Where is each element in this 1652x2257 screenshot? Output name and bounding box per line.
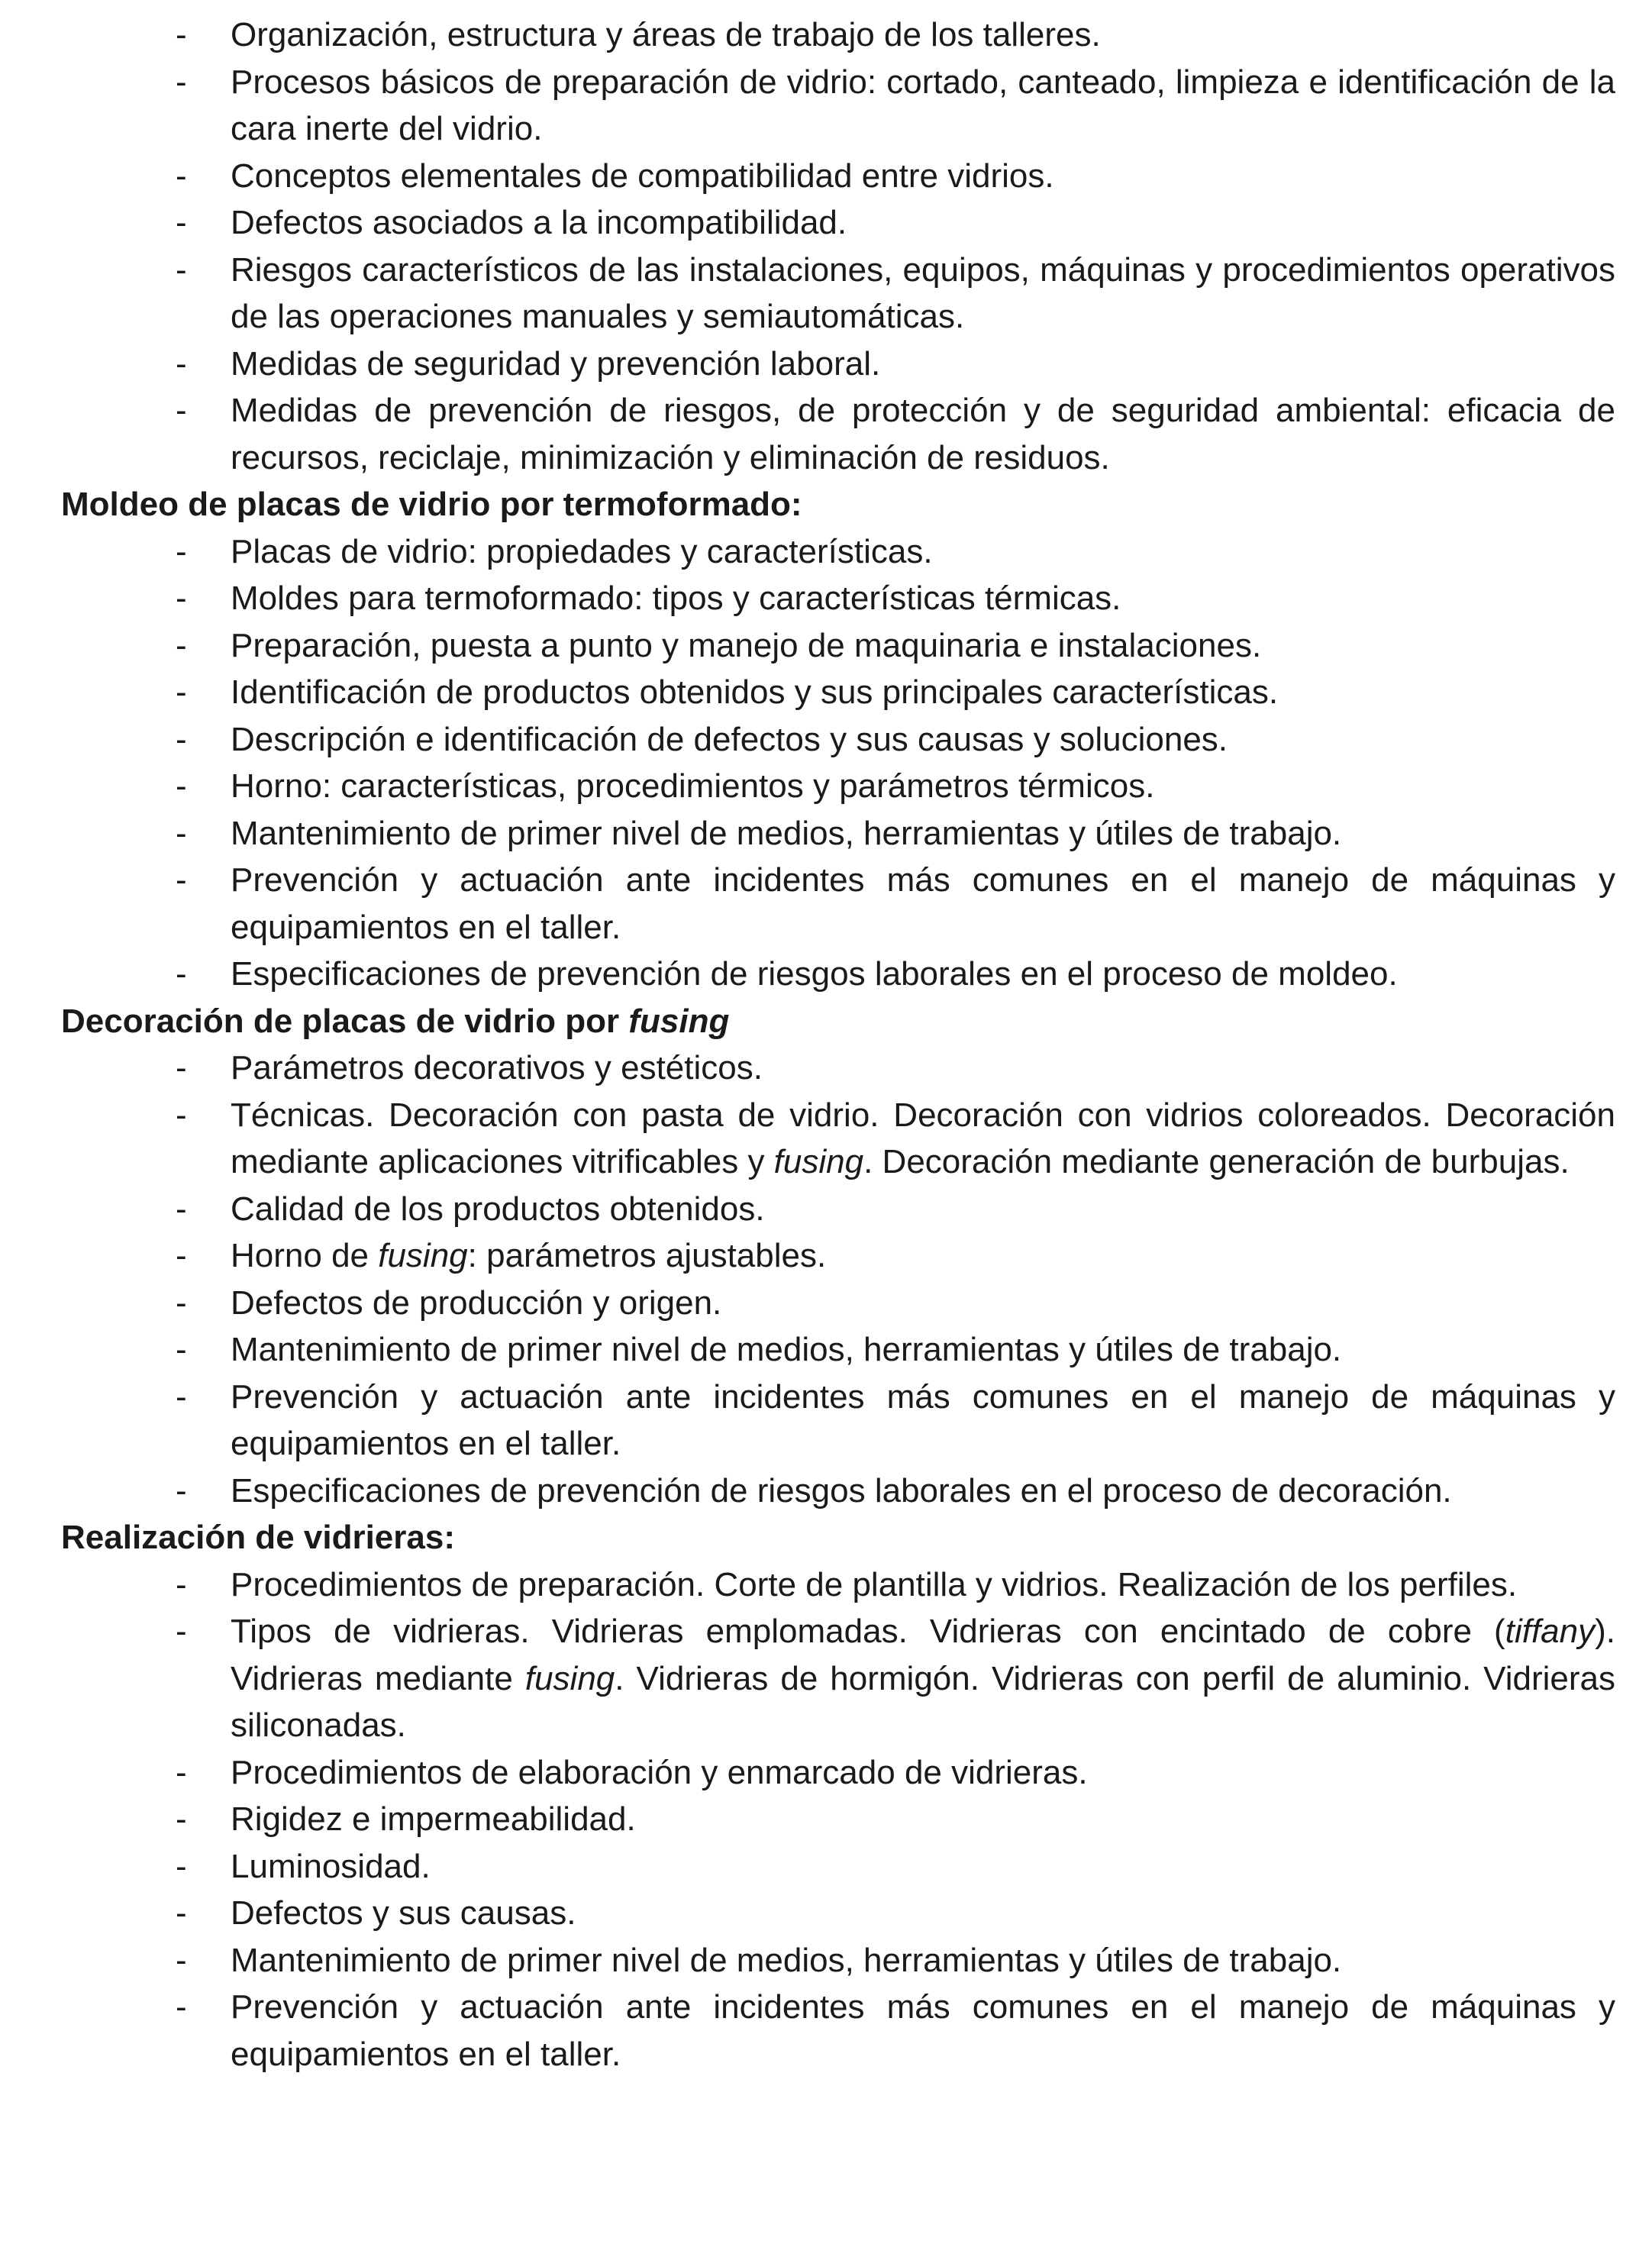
list-item-text bbox=[231, 204, 847, 241]
text-segment: Procedimientos de elaboración y enmarcado de vidrieras. bbox=[231, 1753, 1088, 1791]
list-item bbox=[176, 951, 1615, 998]
dash-bullet-icon: - bbox=[176, 580, 187, 617]
list-item bbox=[176, 1796, 1615, 1843]
content-section bbox=[0, 11, 1652, 481]
text-segment: Preparación, puesta a punto y manejo de maquinaria e instalaciones. bbox=[231, 626, 1262, 664]
list-item bbox=[176, 1232, 1615, 1280]
list-item-text bbox=[231, 1096, 1615, 1181]
list-item-text bbox=[231, 1566, 1517, 1603]
text-segment: Decoración de placas de vidrio por bbox=[61, 1002, 629, 1040]
text-segment: Especificaciones de prevención de riesgos laborales en el proceso de decoración. bbox=[231, 1471, 1452, 1510]
list-item bbox=[176, 669, 1615, 716]
dash-bullet-icon: - bbox=[176, 673, 187, 711]
content-section bbox=[0, 998, 1652, 1515]
list-item bbox=[176, 1843, 1615, 1891]
document-body bbox=[0, 11, 1652, 2078]
text-segment: Mantenimiento de primer nivel de medios, herramientas y útiles de trabajo. bbox=[231, 1331, 1342, 1368]
list-item bbox=[176, 59, 1615, 153]
dash-bullet-icon: - bbox=[176, 63, 187, 101]
text-segment: Técnicas. Decoración con pasta de vidrio. Decoración con vidrios coloreados. Decoración mediante aplicaciones vitrificables y bbox=[231, 1096, 1615, 1180]
italic-term: fusing bbox=[628, 1002, 730, 1040]
list-item bbox=[176, 1092, 1615, 1186]
content-section bbox=[0, 481, 1652, 998]
list-item-text bbox=[231, 1049, 763, 1087]
dash-bullet-icon: - bbox=[176, 1190, 187, 1228]
list-item bbox=[176, 247, 1615, 341]
italic-term: tiffany bbox=[1505, 1613, 1596, 1650]
text-segment: Placas de vidrio: propiedades y características. bbox=[231, 532, 933, 570]
list-item-text bbox=[231, 392, 1615, 476]
dash-bullet-icon: - bbox=[176, 16, 187, 53]
list-item bbox=[176, 1984, 1615, 2078]
italic-term: fusing bbox=[524, 1659, 615, 1697]
list-item bbox=[176, 1326, 1615, 1374]
text-segment: Procesos básicos de preparación de vidrio: cortado, canteado, limpieza e identificación de la cara inerte del vidrio. bbox=[231, 63, 1615, 147]
dash-bullet-icon: - bbox=[176, 1471, 187, 1510]
list-item bbox=[176, 763, 1615, 810]
list-item-text bbox=[231, 157, 1054, 195]
list-item-text bbox=[231, 955, 1398, 993]
dash-bullet-icon: - bbox=[176, 204, 187, 241]
list-item-text bbox=[231, 1190, 765, 1228]
dash-bullet-icon: - bbox=[176, 1988, 187, 2026]
dash-bullet-icon: - bbox=[176, 1331, 187, 1368]
list-item-text bbox=[231, 673, 1278, 711]
list-item-text bbox=[231, 1754, 1088, 1791]
text-segment: Descripción e identificación de defectos y sus causas y soluciones. bbox=[231, 720, 1228, 758]
dash-bullet-icon: - bbox=[176, 1096, 187, 1134]
text-segment: . Vidrieras de hormigón. Vidrieras con perfil de aluminio. Vidrieras siliconadas. bbox=[231, 1659, 1615, 1744]
list-item bbox=[176, 1561, 1615, 1609]
list-item-text bbox=[231, 63, 1615, 148]
list-item bbox=[176, 1937, 1615, 1984]
list-item-text bbox=[231, 861, 1615, 946]
text-segment: Prevención y actuación ante incidentes más comunes en el manejo de máquinas y equipamientos en el taller. bbox=[231, 1377, 1615, 1462]
list-item bbox=[176, 810, 1615, 857]
text-segment: : parámetros ajustables. bbox=[467, 1237, 827, 1274]
list-item-text bbox=[231, 345, 880, 383]
list-item bbox=[176, 1890, 1615, 1937]
dash-bullet-icon: - bbox=[176, 1847, 187, 1885]
dash-bullet-icon: - bbox=[176, 392, 187, 429]
text-segment: Procedimientos de preparación. Corte de plantilla y vidrios. Realización de los perfiles. bbox=[231, 1565, 1518, 1603]
section-heading bbox=[61, 1514, 1652, 1561]
dash-bullet-icon: - bbox=[176, 1800, 187, 1838]
dash-bullet-icon: - bbox=[176, 767, 187, 805]
italic-term: fusing bbox=[378, 1237, 468, 1274]
text-segment: Moldeo de placas de vidrio por termoformado: bbox=[61, 486, 802, 523]
list-item-text bbox=[231, 1284, 721, 1322]
list-item bbox=[176, 1608, 1615, 1749]
text-segment: Defectos y sus causas. bbox=[231, 1894, 576, 1932]
dash-bullet-icon: - bbox=[176, 861, 187, 899]
dash-bullet-icon: - bbox=[176, 1753, 187, 1791]
section-heading bbox=[61, 481, 1652, 528]
list-item-text bbox=[231, 1472, 1452, 1510]
list-item-text bbox=[231, 1894, 576, 1932]
text-segment: Luminosidad. bbox=[231, 1847, 431, 1885]
list-item bbox=[176, 1045, 1615, 1092]
list-item-text bbox=[231, 815, 1341, 852]
list-item bbox=[176, 153, 1615, 200]
dash-bullet-icon: - bbox=[176, 1377, 187, 1416]
dash-bullet-icon: - bbox=[176, 1613, 187, 1650]
dash-bullet-icon: - bbox=[176, 1941, 187, 1979]
text-segment: Parámetros decorativos y estéticos. bbox=[231, 1049, 763, 1087]
list-item bbox=[176, 11, 1615, 59]
content-section bbox=[0, 1514, 1652, 2078]
list-item-text bbox=[231, 1942, 1341, 1979]
list-item-text bbox=[231, 767, 1154, 805]
list-item bbox=[176, 199, 1615, 247]
text-segment: Horno: características, procedimientos y parámetros térmicos. bbox=[231, 767, 1155, 805]
list-item bbox=[176, 341, 1615, 388]
list-item bbox=[176, 575, 1615, 622]
list-item-text bbox=[231, 533, 933, 570]
text-segment: Medidas de seguridad y prevención laboral. bbox=[231, 344, 881, 383]
text-segment: Organización, estructura y áreas de trabajo de los talleres. bbox=[231, 16, 1101, 53]
dash-bullet-icon: - bbox=[176, 532, 187, 570]
list-item bbox=[176, 387, 1615, 481]
list-item-text bbox=[231, 580, 1121, 617]
text-segment: Riesgos característicos de las instalaciones, equipos, máquinas y procedimientos operativos de las operaciones manuales y semiautomáticas. bbox=[231, 250, 1615, 335]
dash-bullet-icon: - bbox=[176, 814, 187, 852]
text-segment: Mantenimiento de primer nivel de medios, herramientas y útiles de trabajo. bbox=[231, 814, 1342, 852]
list-item-text bbox=[231, 1378, 1615, 1463]
dash-bullet-icon: - bbox=[176, 344, 187, 383]
list-item bbox=[176, 1749, 1615, 1797]
text-segment: Horno de bbox=[231, 1237, 379, 1274]
list-item-text bbox=[231, 627, 1261, 664]
dash-bullet-icon: - bbox=[176, 1049, 187, 1087]
list-item bbox=[176, 1468, 1615, 1515]
list-item bbox=[176, 857, 1615, 951]
text-segment: Mantenimiento de primer nivel de medios, herramientas y útiles de trabajo. bbox=[231, 1941, 1342, 1979]
dash-bullet-icon: - bbox=[176, 720, 187, 758]
list-item-text bbox=[231, 1800, 636, 1838]
list-item-text bbox=[231, 721, 1228, 758]
list-item bbox=[176, 528, 1615, 576]
dash-bullet-icon: - bbox=[176, 1283, 187, 1322]
list-item-text bbox=[231, 1331, 1341, 1368]
list-item-text bbox=[231, 1237, 826, 1274]
list-item bbox=[176, 1374, 1615, 1468]
list-item-text bbox=[231, 1848, 431, 1885]
text-segment: Moldes para termoformado: tipos y características térmicas. bbox=[231, 580, 1121, 617]
list-item bbox=[176, 622, 1615, 670]
dash-bullet-icon: - bbox=[176, 1237, 187, 1274]
text-segment: Prevención y actuación ante incidentes más comunes en el manejo de máquinas y equipamientos en el taller. bbox=[231, 1988, 1615, 2073]
text-segment: Defectos asociados a la incompatibilidad. bbox=[231, 204, 847, 241]
list-item bbox=[176, 1186, 1615, 1233]
text-segment: Identificación de productos obtenidos y sus principales características. bbox=[231, 673, 1279, 711]
list-item-text bbox=[231, 16, 1101, 53]
text-segment: Calidad de los productos obtenidos. bbox=[231, 1190, 765, 1228]
text-segment: Prevención y actuación ante incidentes más comunes en el manejo de máquinas y equipamientos en el taller. bbox=[231, 861, 1615, 946]
text-segment: Medidas de prevención de riesgos, de protección y de seguridad ambiental: eficacia de recursos, reciclaje, minimización y eliminación de residuos. bbox=[231, 392, 1615, 476]
text-segment: ). Vidrieras mediante bbox=[231, 1613, 1615, 1697]
list-item bbox=[176, 1280, 1615, 1327]
dash-bullet-icon: - bbox=[176, 955, 187, 993]
italic-term: fusing bbox=[773, 1143, 864, 1180]
list-item-text bbox=[231, 1988, 1615, 2073]
text-segment: Defectos de producción y origen. bbox=[231, 1283, 722, 1322]
text-segment: Especificaciones de prevención de riesgos laborales en el proceso de moldeo. bbox=[231, 955, 1398, 993]
dash-bullet-icon: - bbox=[176, 250, 187, 289]
text-segment: Conceptos elementales de compatibilidad entre vidrios. bbox=[231, 157, 1054, 195]
list-item-text bbox=[231, 1613, 1615, 1744]
list-item-text bbox=[231, 251, 1615, 336]
section-heading bbox=[61, 998, 1652, 1045]
text-segment: . Decoración mediante generación de burbujas. bbox=[863, 1143, 1570, 1180]
text-segment: Tipos de vidrieras. Vidrieras emplomadas. Vidrieras con encintado de cobre ( bbox=[231, 1613, 1505, 1650]
list-item bbox=[176, 716, 1615, 764]
text-segment: Realización de vidrieras: bbox=[61, 1519, 455, 1556]
dash-bullet-icon: - bbox=[176, 1894, 187, 1932]
text-segment: Rigidez e impermeabilidad. bbox=[231, 1800, 636, 1838]
dash-bullet-icon: - bbox=[176, 1565, 187, 1603]
dash-bullet-icon: - bbox=[176, 626, 187, 664]
dash-bullet-icon: - bbox=[176, 157, 187, 195]
